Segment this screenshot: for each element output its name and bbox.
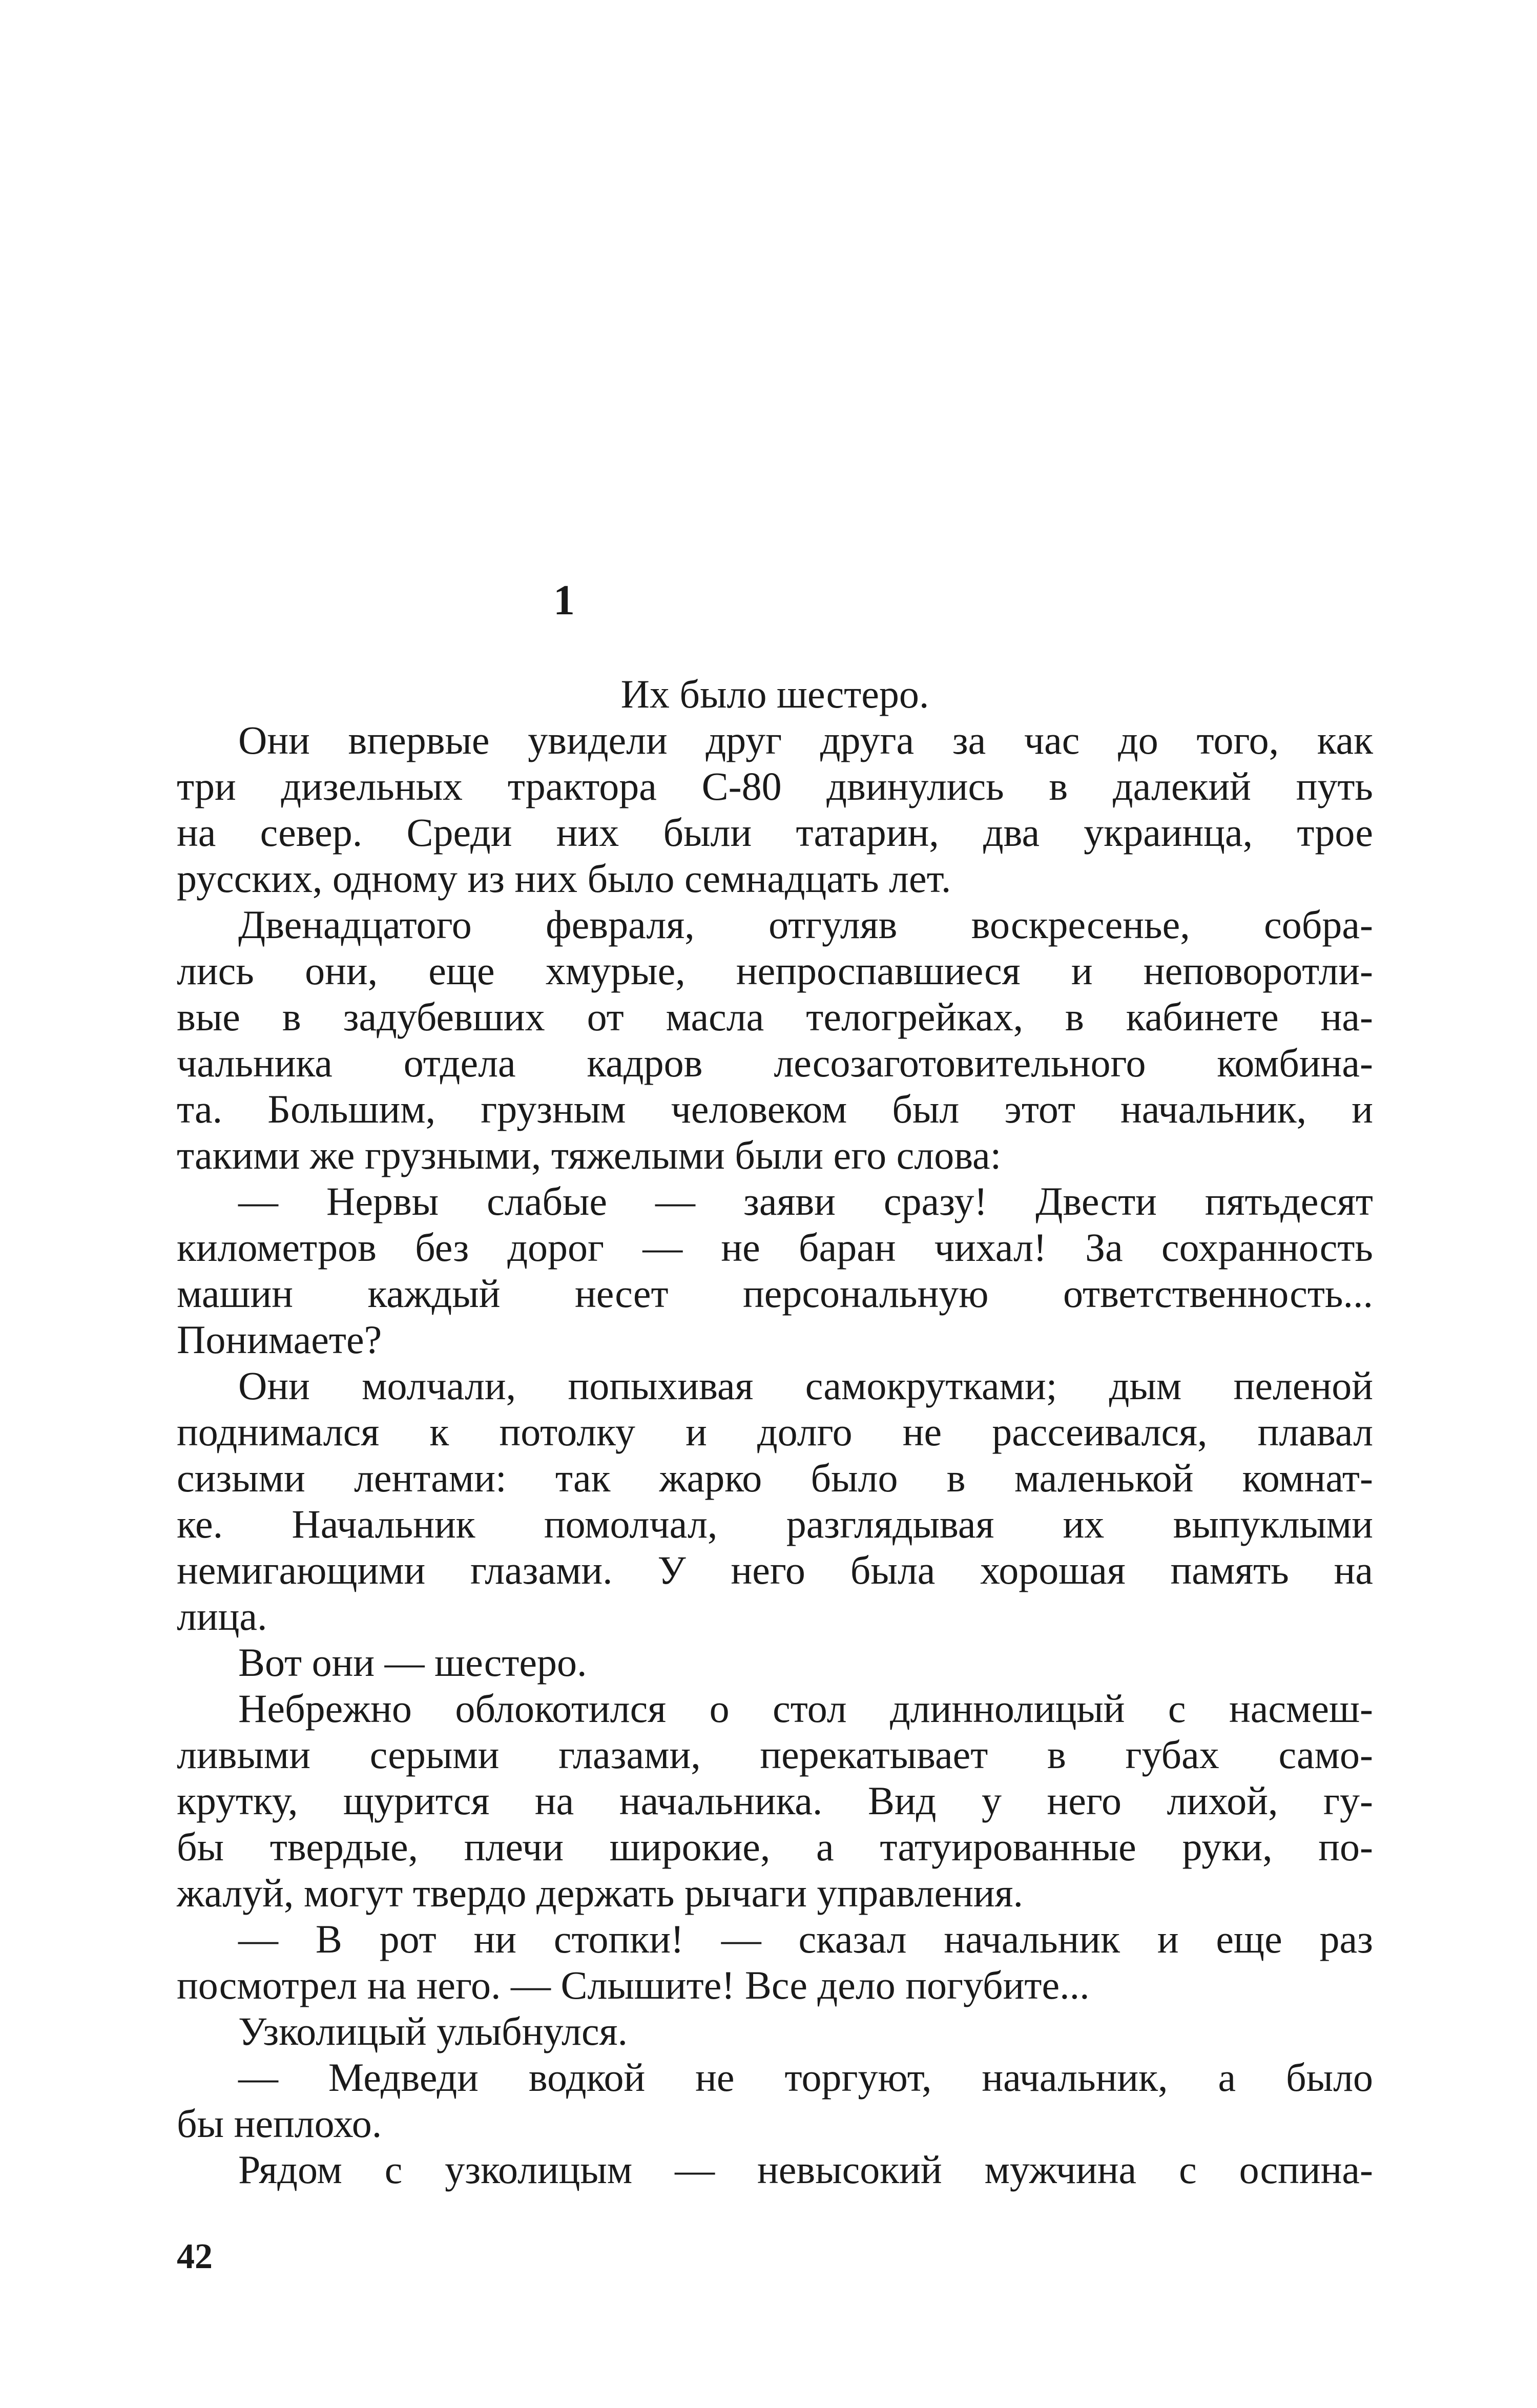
- text-line: сизыми лентами: так жарко было в маленькой комнат-: [177, 1456, 1373, 1500]
- text-line: немигающими глазами. У него была хорошая память на: [177, 1548, 1373, 1592]
- text-line: Их было шестеро.: [620, 672, 929, 716]
- page-number: 42: [177, 2237, 213, 2276]
- text-line: Они молчали, попыхивая самокрутками; дым пеленой: [238, 1363, 1373, 1408]
- text-line: Небрежно облокотился о стол длиннолицый с насмеш-: [238, 1686, 1373, 1731]
- text-line: три дизельных трактора С-80 двинулись в далекий путь: [177, 764, 1373, 808]
- text-line: Узколицый улыбнулся.: [238, 2009, 628, 2053]
- text-line: та. Большим, грузным человеком был этот начальник, и: [177, 1087, 1373, 1131]
- text-line: ливыми серыми глазами, перекатывает в губах само-: [177, 1732, 1373, 1777]
- text-line: русских, одному из них было семнадцать лет.: [177, 856, 951, 901]
- text-line: — В рот ни стопки! — сказал начальник и еще раз: [238, 1917, 1373, 1961]
- text-line: бы твердые, плечи широкие, а татуированные руки, по-: [177, 1824, 1373, 1869]
- text-line: бы неплохо.: [177, 2101, 382, 2146]
- text-line: машин каждый несет персональную ответственность...: [177, 1271, 1373, 1316]
- text-line: Вот они — шестеро.: [238, 1640, 587, 1685]
- text-line: поднимался к потолку и долго не рассеивался, плавал: [177, 1409, 1373, 1454]
- text-line: лица.: [177, 1594, 267, 1638]
- text-line: посмотрел на него. — Слышите! Все дело погубите...: [177, 1963, 1090, 2007]
- text-line: крутку, щурится на начальника. Вид у него лихой, гу-: [177, 1778, 1373, 1823]
- text-line: лись они, еще хмурые, непроспавшиеся и неповоротли-: [177, 948, 1373, 993]
- text-line: чальника отдела кадров лесозаготовительного комбина-: [177, 1041, 1373, 1085]
- text-line: Они впервые увидели друг друга за час до того, как: [238, 718, 1373, 762]
- text-line: Двенадцатого февраля, отгуляв воскресенье, собра-: [238, 902, 1373, 947]
- text-line: — Нервы слабые — заяви сразу! Двести пятьдесят: [238, 1179, 1373, 1223]
- text-line: Понимаете?: [177, 1317, 382, 1362]
- text-line: жалуй, могут твердо держать рычаги управления.: [177, 1871, 1024, 1915]
- text-line: ке. Начальник помолчал, разглядывая их выпуклыми: [177, 1502, 1373, 1546]
- chapter-number: 1: [553, 576, 575, 624]
- text-line: — Медведи водкой не торгуют, начальник, а было: [238, 2055, 1373, 2100]
- text-line: такими же грузными, тяжелыми были его слова:: [177, 1133, 1002, 1177]
- text-line: вые в задубевших от масла телогрейках, в кабинете на-: [177, 994, 1373, 1039]
- text-line: Рядом с узколицым — невысокий мужчина с оспина-: [238, 2147, 1373, 2192]
- text-line: на север. Среди них были татарин, два украинца, трое: [177, 810, 1373, 855]
- text-line: километров без дорог — не баран чихал! За сохранность: [177, 1225, 1373, 1270]
- body-text: [177, 671, 1373, 2193]
